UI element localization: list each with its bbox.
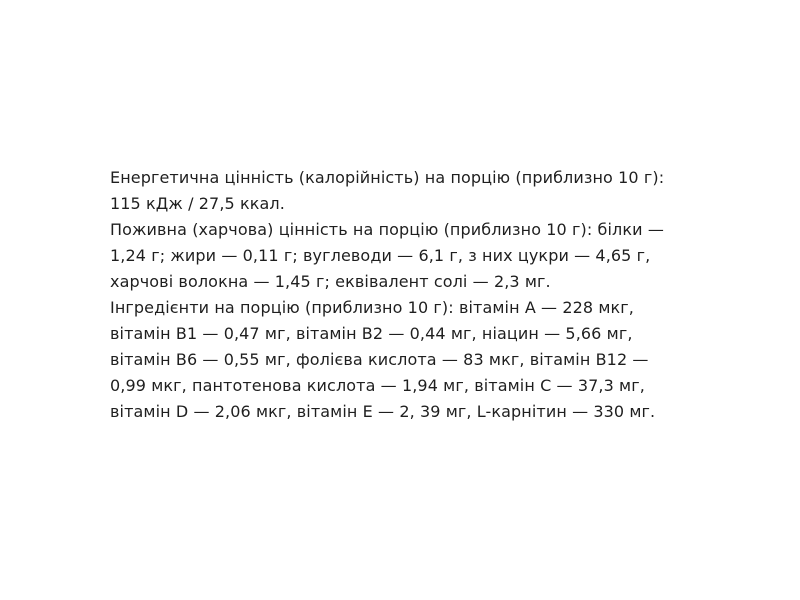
nutritional-value-line: Поживна (харчова) цінність на порцію (приблизно 10 г): білки — [110,220,664,239]
energy-value-line: Енергетична цінність (калорійність) на порцію (приблизно 10 г): [110,168,665,187]
nutrients-line: 1,24 г; жири — 0,11 г; вуглеводи — 6,1 г, з них цукри — 4,65 г, [110,246,651,265]
fiber-salt-line: харчові волокна — 1,45 г; еквівалент солі — 2,3 мг. [110,272,551,291]
ingredients-line: Інгредієнти на порцію (приблизно 10 г): вітамін А — 228 мкг, [110,298,634,317]
vitamins-d-e-carnitine-line: вітамін D — 2,06 мкг, вітамін Е — 2, 39 мг, L-карнітин — 330 мг. [110,402,656,421]
energy-value-kcal-line: 115 кДж / 27,5 ккал. [110,194,285,213]
vitamins-pantothenic-c-line: 0,99 мкг, пантотенова кислота — 1,94 мг, вітамін С — 37,3 мг, [110,376,645,395]
vitamins-b6-b12-line: вітамін В6 — 0,55 мг, фолієва кислота — 83 мкг, вітамін В12 — [110,350,649,369]
vitamins-b1-b2-line: вітамін В1 — 0,47 мг, вітамін В2 — 0,44 мг, ніацин — 5,66 мг, [110,324,633,343]
